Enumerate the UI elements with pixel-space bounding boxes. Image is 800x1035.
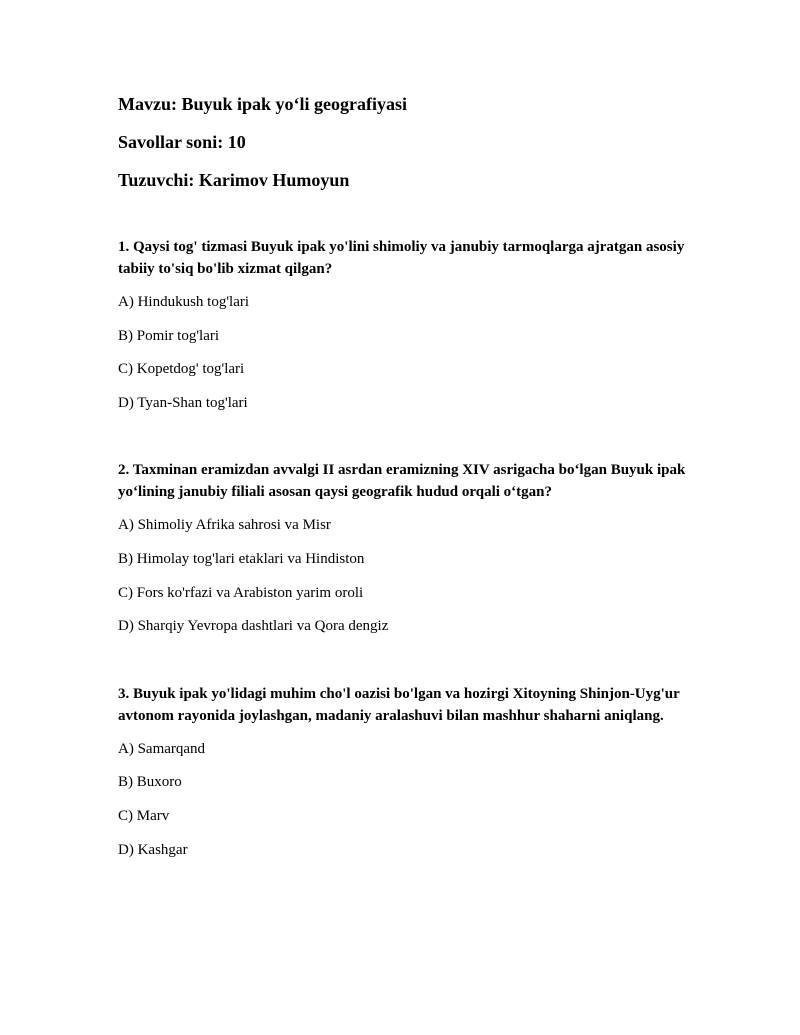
author-line: Tuzuvchi: Karimov Humoyun xyxy=(118,170,350,190)
option-b: B) Himolay tog'lari etaklari va Hindiston xyxy=(118,550,365,567)
question-2 xyxy=(118,459,690,637)
document-content xyxy=(118,92,690,872)
question-3 xyxy=(118,683,690,861)
option-b: B) Pomir tog'lari xyxy=(118,327,220,344)
option-c: C) Marv xyxy=(118,807,170,824)
option-c: C) Kopetdog' tog'lari xyxy=(118,361,245,378)
question-gap xyxy=(118,649,690,683)
option-d: D) Kashgar xyxy=(118,841,188,858)
option-d: D) Sharqiy Yevropa dashtlari va Qora dengiz xyxy=(118,618,389,635)
option-b: B) Buxoro xyxy=(118,774,182,791)
option-a: A) Shimoliy Afrika sahrosi va Misr xyxy=(118,517,331,534)
question-count-line: Savollar soni: 10 xyxy=(118,132,246,152)
question-1 xyxy=(118,236,690,414)
question-text: 3. Buyuk ipak yo'lidagi muhim cho'l oazisi bo'lgan va hozirgi Xitoyning Shinjon-Uyg'ur avtonom rayonida joylashgan, madaniy aralashuvi bilan mashhur shaharni aniqlang. xyxy=(118,685,680,724)
question-text: 2. Taxminan eramizdan avvalgi II asrdan eramizning XIV asrigacha bo‘lgan Buyuk ipak yo‘lining janubiy filiali asosan qaysi geografik hudud orqali o‘tgan? xyxy=(118,462,686,501)
option-a: A) Hindukush tog'lari xyxy=(118,294,250,310)
topic-line: Mavzu: Buyuk ipak yo‘li geografiyasi xyxy=(118,94,408,114)
question-text: 1. Qaysi tog' tizmasi Buyuk ipak yo'lini shimoliy va janubiy tarmoqlarga ajratgan asosiy tabiiy to'siq bo'lib xizmat qilgan? xyxy=(118,239,685,277)
question-gap xyxy=(118,425,690,459)
header-spacer xyxy=(118,206,690,236)
option-c: C) Fors ko'rfazi va Arabiston yarim oroli xyxy=(118,584,364,601)
option-a: A) Samarqand xyxy=(118,740,206,757)
option-d: D) Tyan-Shan tog'lari xyxy=(118,394,248,411)
